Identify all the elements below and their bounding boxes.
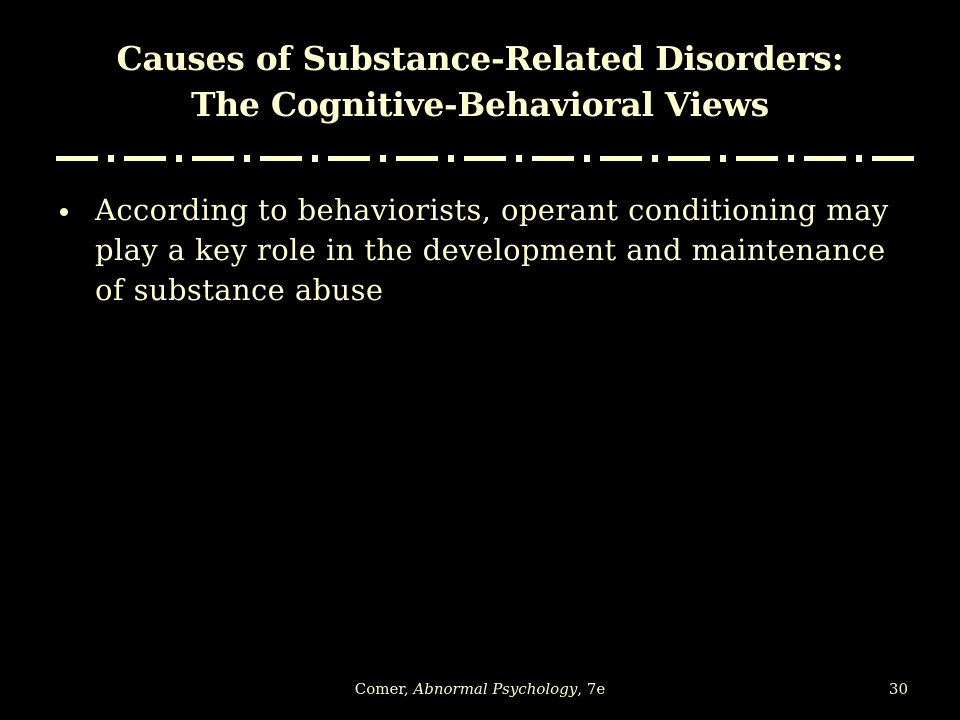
divider-dash bbox=[260, 156, 302, 161]
title-line-2: The Cognitive-Behavioral Views bbox=[191, 85, 769, 124]
divider-dot bbox=[788, 155, 794, 162]
bullet-dot-icon bbox=[60, 208, 68, 216]
divider-dash bbox=[872, 156, 914, 161]
slide-number: 30 bbox=[888, 680, 908, 698]
divider-dash bbox=[124, 156, 166, 161]
title-line-1: Causes of Substance-Related Disorders: bbox=[116, 39, 844, 78]
divider-dot bbox=[584, 155, 590, 162]
divider-dot bbox=[244, 155, 250, 162]
divider-dash bbox=[328, 156, 370, 161]
footer-edition: , 7e bbox=[577, 680, 606, 698]
divider-dash bbox=[736, 156, 778, 161]
bullet-text: According to behaviorists, operant conditioning may play a key role in the development and maintenance of substance abuse bbox=[95, 193, 889, 307]
bullet-list bbox=[52, 190, 912, 310]
bullet-item bbox=[52, 190, 912, 310]
divider-dot bbox=[652, 155, 658, 162]
divider-dot bbox=[516, 155, 522, 162]
divider-dot bbox=[856, 155, 862, 162]
footer-author: Comer, bbox=[354, 680, 414, 698]
divider-dash bbox=[600, 156, 642, 161]
divider-dash bbox=[464, 156, 506, 161]
divider-dot bbox=[720, 155, 726, 162]
footer-book-title: Abnormal Psychology bbox=[413, 680, 578, 698]
divider-dash bbox=[532, 156, 574, 161]
divider-dot bbox=[312, 155, 318, 162]
divider-dot bbox=[448, 155, 454, 162]
divider-dash bbox=[804, 156, 846, 161]
divider-dash bbox=[396, 156, 438, 161]
divider-dash bbox=[668, 156, 710, 161]
footer-credit bbox=[0, 679, 960, 699]
divider-dot bbox=[108, 155, 114, 162]
slide-title bbox=[0, 36, 960, 128]
divider-dash bbox=[192, 156, 234, 161]
divider-dash bbox=[56, 156, 98, 161]
divider-dot bbox=[176, 155, 182, 162]
dash-dot-divider bbox=[56, 150, 914, 166]
divider-dot bbox=[380, 155, 386, 162]
